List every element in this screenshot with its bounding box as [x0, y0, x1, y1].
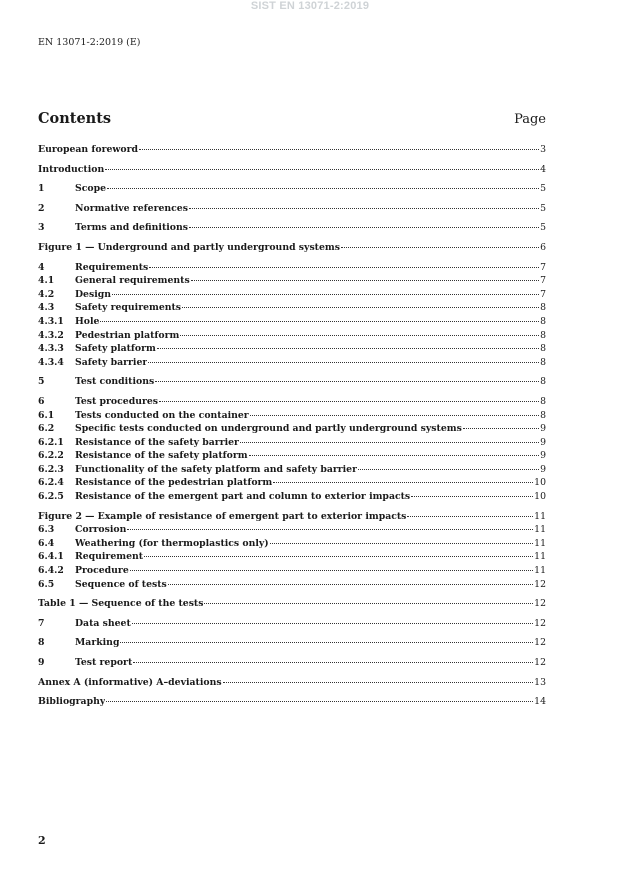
toc-dot-leader: [155, 381, 539, 382]
toc-entry-number: 1: [38, 183, 45, 195]
toc-dot-leader: [107, 188, 539, 189]
toc-entry-title: Test procedures: [75, 395, 159, 407]
toc-entry-number: 6.2.2: [38, 450, 64, 462]
toc-entry[interactable]: [38, 578, 546, 592]
toc-entry-title: Corrosion: [75, 524, 127, 536]
toc-entry-page: 11: [534, 537, 546, 549]
toc-entry-page: 12: [534, 657, 546, 668]
toc-entry[interactable]: [38, 409, 546, 423]
toc-entry-title: Annex A (informative) A–deviations: [38, 676, 222, 688]
toc-dot-leader: [191, 280, 539, 281]
toc-dot-leader: [204, 603, 533, 604]
toc-entry[interactable]: [38, 356, 546, 370]
toc-entry[interactable]: [38, 315, 546, 329]
toc-entry-page: 7: [540, 288, 546, 300]
toc-dot-leader: [127, 529, 533, 530]
toc-entry-title: European foreword: [38, 144, 138, 155]
toc-dot-leader: [273, 482, 533, 483]
toc-dot-leader: [159, 401, 539, 402]
toc-entry-page: 12: [534, 578, 546, 590]
toc-entry-number: 8: [38, 637, 45, 649]
toc-entry-title: Figure 2 — Example of resistance of emergent part to exterior impacts: [38, 510, 407, 522]
toc-dot-leader: [144, 556, 533, 557]
toc-entry-number: 6.1: [38, 409, 55, 421]
toc-entry[interactable]: [38, 564, 546, 578]
toc-entry-page: 8: [540, 409, 546, 421]
toc-dot-leader: [168, 584, 533, 585]
toc-entry-number: 4.3.2: [38, 329, 64, 341]
toc-entry[interactable]: [38, 422, 546, 436]
toc-entry[interactable]: [38, 490, 546, 504]
toc-dot-leader: [157, 348, 539, 349]
toc-entry-title: General requirements: [75, 275, 190, 287]
toc-entry[interactable]: [38, 329, 546, 343]
toc-entry-title: Test conditions: [75, 376, 155, 388]
toc-entry[interactable]: [38, 342, 546, 356]
toc-entry-page: 8: [540, 395, 546, 407]
toc-entry[interactable]: [38, 261, 546, 275]
toc-entry-title: Resistance of the safety platform: [75, 450, 248, 462]
toc-dot-leader: [149, 267, 539, 268]
toc-entry-page: 12: [534, 617, 546, 629]
table-of-contents: [38, 143, 546, 709]
toc-entry-title: Data sheet: [75, 617, 131, 629]
toc-entry-title: Bibliography: [38, 696, 106, 708]
toc-entry-number: 6.2: [38, 423, 55, 435]
toc-entry-page: 8: [540, 329, 546, 341]
toc-entry[interactable]: [38, 676, 546, 690]
toc-entry-title: Pedestrian platform: [75, 329, 180, 341]
toc-entry-title: Resistance of the pedestrian platform: [75, 477, 273, 489]
toc-entry-title: Resistance of the emergent part and column to exterior impacts: [75, 491, 411, 503]
toc-entry[interactable]: [38, 202, 546, 216]
toc-entry[interactable]: [38, 395, 546, 409]
toc-entry-number: 2: [38, 202, 45, 214]
toc-entry[interactable]: [38, 636, 546, 650]
toc-dot-leader: [463, 428, 539, 429]
toc-entry-page: 11: [534, 565, 546, 577]
toc-entry-title: Safety platform: [75, 343, 156, 355]
toc-dot-leader: [180, 335, 539, 336]
toc-entry-title: Sequence of tests: [75, 578, 167, 590]
toc-entry-number: 4.3.1: [38, 315, 64, 327]
toc-dot-leader: [250, 415, 539, 416]
toc-dot-leader: [270, 543, 533, 544]
toc-dot-leader: [240, 442, 539, 443]
toc-entry-title: Marking: [75, 637, 120, 649]
page-column-label: Page: [514, 112, 546, 127]
toc-entry-page: 11: [534, 551, 546, 563]
toc-entry-number: 6.2.5: [38, 491, 64, 503]
toc-entry[interactable]: [38, 375, 546, 389]
toc-entry-page: 8: [540, 315, 546, 327]
toc-entry-number: 4.3.3: [38, 343, 64, 355]
toc-entry-number: 6.3: [38, 524, 55, 536]
toc-entry-page: 9: [540, 436, 546, 448]
toc-entry[interactable]: [38, 550, 546, 564]
toc-entry[interactable]: [38, 163, 546, 177]
toc-entry-title: Design: [75, 288, 112, 300]
toc-dot-leader: [148, 362, 539, 363]
toc-entry-number: 6.4: [38, 537, 55, 549]
document-reference: EN 13071-2:2019 (E): [38, 37, 141, 48]
toc-entry-number: 4.3.4: [38, 356, 64, 368]
toc-entry-title: Scope: [75, 183, 106, 195]
toc-entry-page: 13: [534, 676, 546, 688]
toc-dot-leader: [189, 227, 539, 228]
toc-entry[interactable]: [38, 510, 546, 524]
toc-dot-leader: [411, 496, 533, 497]
toc-dot-leader: [249, 455, 540, 456]
toc-entry-page: 5: [540, 202, 546, 214]
toc-entry-page: 5: [540, 183, 546, 195]
toc-entry-page: 8: [540, 356, 546, 368]
toc-dot-leader: [112, 294, 539, 295]
toc-entry-title: Requirements: [75, 261, 149, 273]
toc-entry-page: 11: [534, 524, 546, 536]
toc-dot-leader: [182, 307, 539, 308]
toc-entry-title: Normative references: [75, 202, 188, 214]
toc-entry-number: 4.2: [38, 288, 55, 300]
toc-dot-leader: [358, 469, 539, 470]
toc-dot-leader: [106, 701, 533, 702]
contents-heading: [38, 110, 546, 127]
toc-entry-number: 5: [38, 376, 45, 388]
toc-entry[interactable]: [38, 656, 546, 670]
toc-entry-page: 7: [540, 261, 546, 273]
toc-entry-page: 9: [540, 450, 546, 462]
toc-entry-title: Functionality of the safety platform and safety barrier: [75, 463, 357, 475]
watermark: SIST EN 13071-2:2019: [250, 0, 370, 12]
toc-entry-page: 6: [540, 241, 546, 253]
toc-dot-leader: [133, 662, 533, 663]
toc-entry-page: 5: [540, 222, 546, 234]
toc-entry-number: 4: [38, 261, 45, 273]
toc-entry[interactable]: [38, 143, 546, 157]
toc-entry[interactable]: [38, 523, 546, 537]
toc-entry-page: 8: [540, 376, 546, 388]
contents-title: Contents: [38, 110, 112, 127]
toc-entry-title: Test report: [75, 657, 133, 668]
toc-entry-title: Resistance of the safety barrier: [75, 436, 239, 448]
toc-dot-leader: [130, 570, 533, 571]
toc-dot-leader: [223, 682, 534, 683]
toc-dot-leader: [100, 321, 539, 322]
toc-entry-number: 4.1: [38, 275, 55, 287]
toc-entry[interactable]: [38, 274, 546, 288]
toc-dot-leader: [132, 623, 533, 624]
toc-entry-page: 8: [540, 302, 546, 314]
toc-entry[interactable]: [38, 221, 546, 235]
toc-entry-number: 6.2.1: [38, 436, 64, 448]
toc-entry-number: 4.3: [38, 302, 55, 314]
toc-entry-number: 7: [38, 617, 45, 629]
toc-dot-leader: [139, 149, 539, 150]
toc-entry-number: 6.5: [38, 578, 55, 590]
toc-entry-title: Safety requirements: [75, 302, 182, 314]
toc-entry-title: Table 1 — Sequence of the tests: [38, 598, 204, 610]
toc-entry-title: Specific tests conducted on underground and partly underground systems: [75, 423, 462, 435]
toc-entry-number: 6.2.3: [38, 463, 64, 475]
toc-entry-page: 7: [540, 275, 546, 287]
toc-entry-title: Terms and definitions: [75, 222, 188, 234]
toc-entry-number: 6: [38, 395, 45, 407]
page-number: 2: [38, 834, 46, 847]
toc-entry-page: 14: [534, 696, 546, 708]
toc-entry-page: 3: [540, 144, 546, 155]
toc-entry-title: Safety barrier: [75, 356, 148, 368]
toc-entry-page: 8: [540, 343, 546, 355]
toc-entry-page: 4: [540, 163, 546, 175]
toc-entry-title: Tests conducted on the container: [75, 409, 249, 421]
toc-entry-page: 10: [534, 491, 546, 503]
toc-entry[interactable]: [38, 463, 546, 477]
toc-entry[interactable]: [38, 436, 546, 450]
toc-entry[interactable]: [38, 182, 546, 196]
toc-entry-page: 10: [534, 477, 546, 489]
toc-entry-page: 11: [534, 510, 546, 522]
toc-entry-number: 3: [38, 222, 45, 234]
toc-dot-leader: [341, 247, 539, 248]
toc-entry[interactable]: [38, 241, 546, 255]
toc-entry[interactable]: [38, 476, 546, 490]
toc-entry-title: Figure 1 — Underground and partly underground systems: [38, 241, 340, 253]
toc-entry-title: Hole: [75, 315, 100, 327]
toc-entry[interactable]: [38, 597, 546, 611]
toc-entry-title: Procedure: [75, 565, 129, 577]
toc-entry-number: 6.4.1: [38, 551, 64, 563]
toc-entry[interactable]: [38, 537, 546, 551]
toc-entry-title: Weathering (for thermoplastics only): [75, 537, 269, 549]
toc-entry-number: 6.4.2: [38, 565, 64, 577]
toc-dot-leader: [105, 169, 539, 170]
toc-entry-page: 12: [534, 598, 546, 610]
toc-entry-page: 9: [540, 423, 546, 435]
toc-entry-page: 9: [540, 463, 546, 475]
toc-entry-number: 9: [38, 657, 45, 668]
toc-entry[interactable]: [38, 695, 546, 709]
toc-entry-page: 12: [534, 637, 546, 649]
toc-entry[interactable]: [38, 288, 546, 302]
toc-entry[interactable]: [38, 301, 546, 315]
toc-entry-title: Introduction: [38, 163, 105, 175]
toc-entry[interactable]: [38, 617, 546, 631]
toc-dot-leader: [120, 642, 533, 643]
toc-entry-title: Requirement: [75, 551, 144, 563]
toc-dot-leader: [189, 208, 539, 209]
toc-dot-leader: [407, 516, 533, 517]
toc-entry[interactable]: [38, 449, 546, 463]
toc-entry-number: 6.2.4: [38, 477, 64, 489]
